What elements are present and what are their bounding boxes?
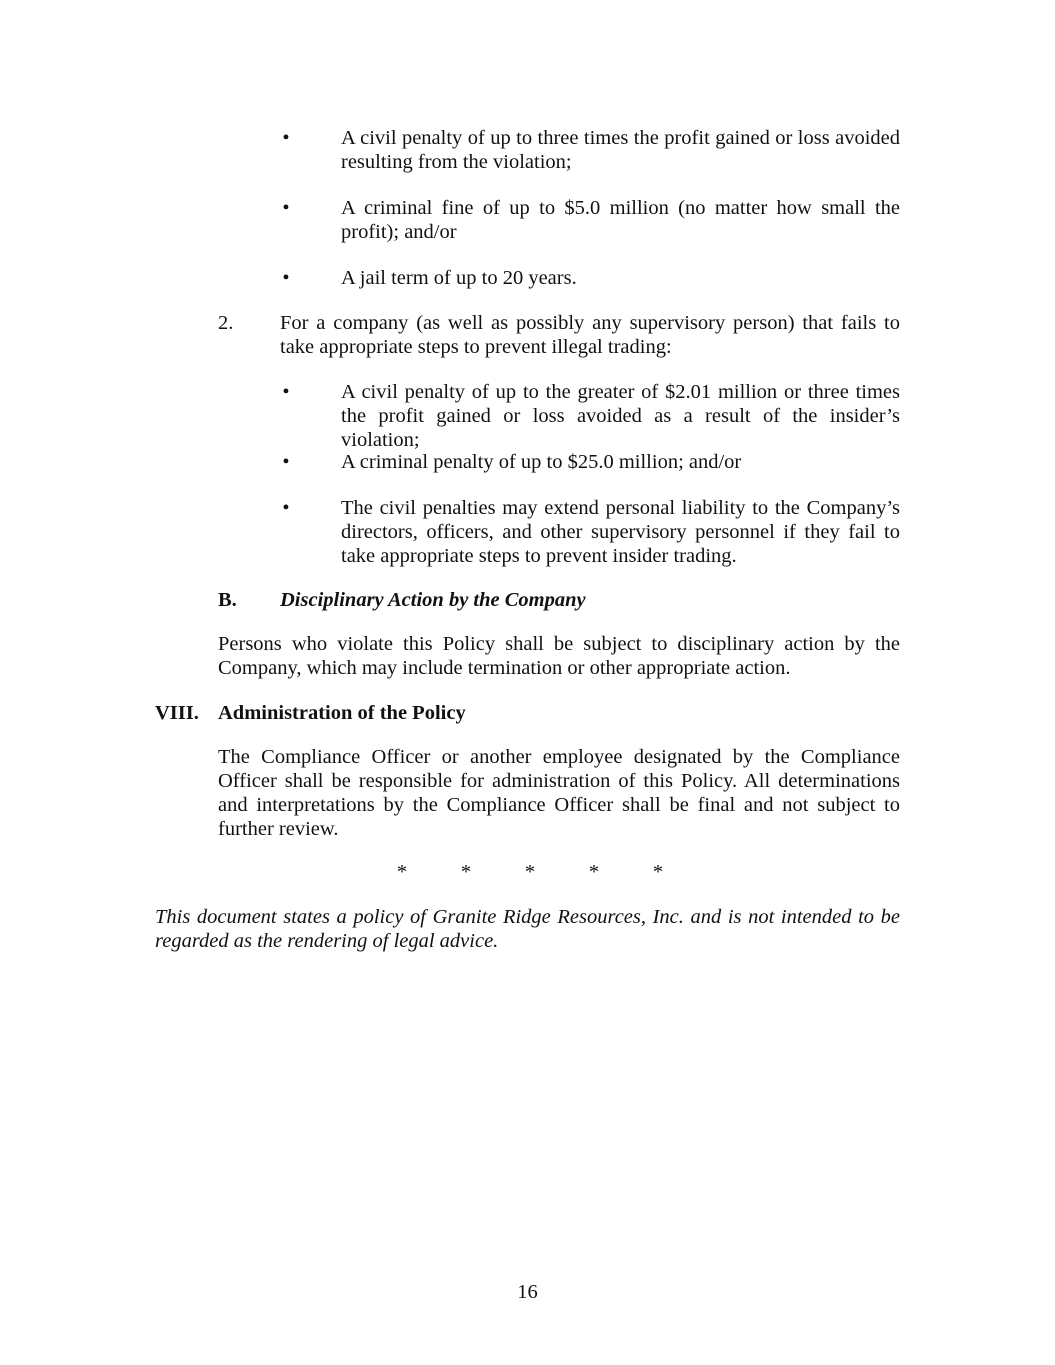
item-company-penalties: For a company (as well as possibly any supervisory person) that fails to take appropriate steps to prevent illegal trading: bbox=[280, 312, 900, 358]
bullet-marker: • bbox=[282, 127, 290, 149]
separator-star: * bbox=[524, 861, 536, 883]
section-viii-heading: Administration of the Policy bbox=[218, 702, 466, 724]
bullet-company-civil-penalty: A civil penalty of up to the greater of $2.01 million or three times the profit gained or loss avoided as a result of the insider’s violation; bbox=[341, 381, 900, 451]
separator-star: * bbox=[460, 861, 472, 883]
page-number: 16 bbox=[517, 1281, 538, 1303]
bullet-marker: • bbox=[282, 451, 290, 473]
bullet-company-criminal-penalty: A criminal penalty of up to $25.0 million; and/or bbox=[341, 451, 742, 473]
bullet-civil-penalty: A civil penalty of up to three times the profit gained or loss avoided resulting from the violation; bbox=[341, 127, 900, 173]
section-b-heading: Disciplinary Action by the Company bbox=[280, 589, 586, 611]
star-separator bbox=[390, 860, 670, 884]
separator-star: * bbox=[396, 861, 408, 883]
section-b-letter: B. bbox=[218, 589, 237, 611]
bullet-marker: • bbox=[282, 197, 290, 219]
bullet-marker: • bbox=[282, 267, 290, 289]
bullet-marker: • bbox=[282, 381, 290, 403]
section-b-body: Persons who violate this Policy shall be subject to disciplinary action by the Company, which may include termination or other appropriate action. bbox=[218, 633, 900, 679]
policy-disclaimer: This document states a policy of Granite Ridge Resources, Inc. and is not intended to be regarded as the rendering of legal advice. bbox=[155, 906, 900, 952]
section-viii-numeral: VIII. bbox=[155, 702, 199, 724]
bullet-marker: • bbox=[282, 497, 290, 519]
bullet-criminal-fine: A criminal fine of up to $5.0 million (no matter how small the profit); and/or bbox=[341, 197, 900, 243]
bullet-personal-liability: The civil penalties may extend personal liability to the Company’s directors, officers, and other supervisory personnel if they fail to take appropriate steps to prevent insider trading. bbox=[341, 497, 900, 567]
separator-star: * bbox=[588, 861, 600, 883]
bullet-jail-term: A jail term of up to 20 years. bbox=[341, 267, 577, 289]
section-viii-body: The Compliance Officer or another employee designated by the Compliance Officer shall be responsible for administration of this Policy. All determinations and interpretations by the Compliance Officer shall be final and not subject to further review. bbox=[218, 746, 900, 840]
separator-star: * bbox=[652, 861, 664, 883]
item-number: 2. bbox=[218, 312, 234, 334]
